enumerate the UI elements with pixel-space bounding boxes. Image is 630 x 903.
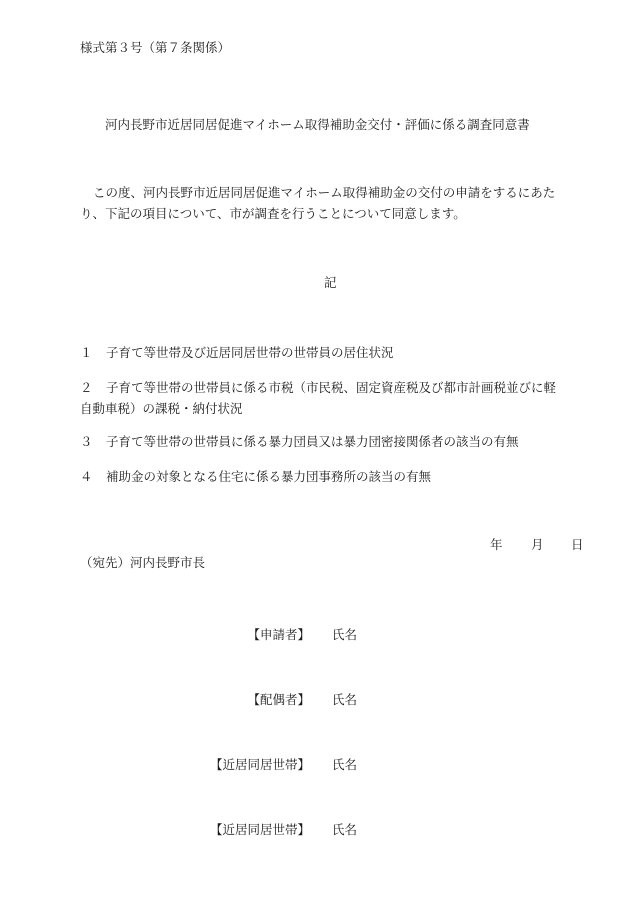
addressee: （宛先）河内長野市長 xyxy=(80,555,206,570)
item-text-continued: 自動車税）の課税・納付状況 xyxy=(80,401,243,416)
list-item xyxy=(80,466,590,487)
form-number: 様式第３号（第７条関係） xyxy=(80,40,231,55)
list-item xyxy=(80,342,590,363)
signature-row-nearby-household-2 xyxy=(0,820,630,838)
item-number: ３ xyxy=(80,434,93,449)
item-number: ４ xyxy=(80,469,93,484)
signature-row-spouse xyxy=(0,690,630,708)
item-text: 子育て等世帯及び近居同居世帯の世帯員の居住状況 xyxy=(106,345,394,360)
item-number: ２ xyxy=(80,380,93,395)
intro-line-1: この度、河内長野市近居同居促進マイホーム取得補助金の交付の申請をするにあた xyxy=(93,185,556,200)
signatory-role: 【申請者】 xyxy=(247,627,310,642)
intro-paragraph xyxy=(80,182,590,224)
item-text: 補助金の対象となる住宅に係る暴力団事務所の該当の有無 xyxy=(106,469,432,484)
signatory-role: 【配偶者】 xyxy=(247,692,310,707)
date-month-label: 月 xyxy=(531,537,544,552)
list-item xyxy=(80,431,590,452)
item-number: １ xyxy=(80,345,93,360)
intro-line-2: り、下記の項目について、市が調査を行うことについて同意します。 xyxy=(80,206,466,221)
name-label: 氏名 xyxy=(332,822,358,837)
document-title: 河内長野市近居同居促進マイホーム取得補助金交付・評価に係る調査同意書 xyxy=(105,117,530,132)
signature-row-nearby-household-1 xyxy=(0,755,630,773)
signatory-role: 【近居同居世帯】 xyxy=(209,822,310,837)
ki-heading: 記 xyxy=(324,275,337,290)
signatory-role: 【近居同居世帯】 xyxy=(209,757,310,772)
name-label: 氏名 xyxy=(332,627,358,642)
signature-row-applicant xyxy=(0,625,630,643)
name-label: 氏名 xyxy=(332,757,358,772)
item-text: 子育て等世帯の世帯員に係る暴力団員又は暴力団密接関係者の該当の有無 xyxy=(106,434,519,449)
name-label: 氏名 xyxy=(332,692,358,707)
date-day-label: 日 xyxy=(571,537,584,552)
date-year-label: 年 xyxy=(490,537,503,552)
item-text: 子育て等世帯の世帯員に係る市税（市民税、固定資産税及び都市計画税並びに軽 xyxy=(106,380,557,395)
list-item xyxy=(80,377,590,419)
